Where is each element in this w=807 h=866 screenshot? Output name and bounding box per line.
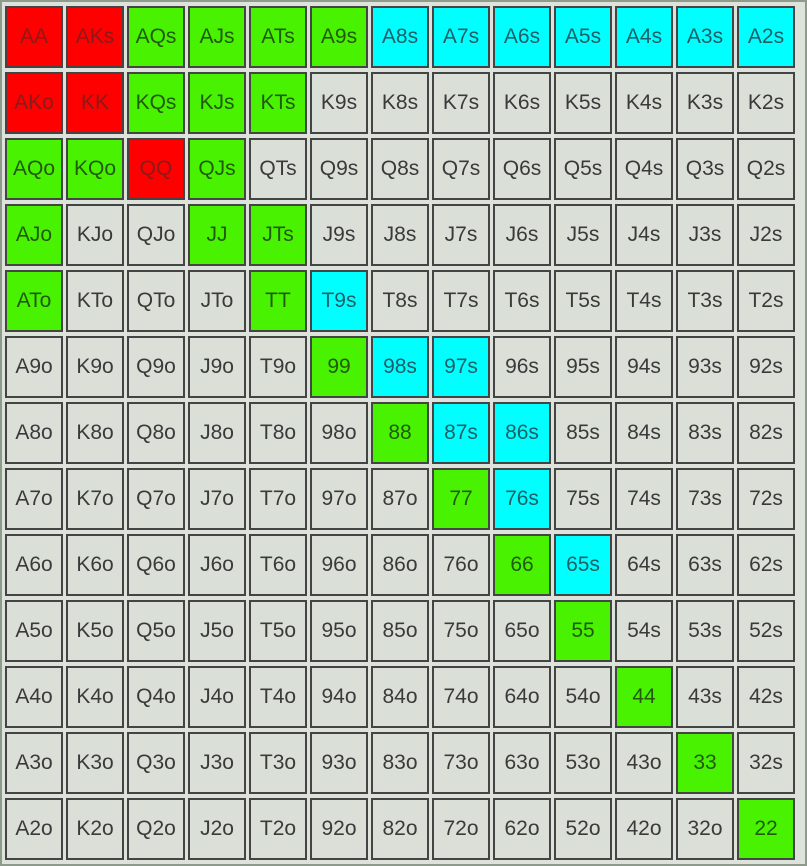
hand-cell[interactable]: Q5s xyxy=(554,138,612,200)
hand-cell[interactable]: Q8s xyxy=(371,138,429,200)
hand-cell[interactable]: JJ xyxy=(188,204,246,266)
hand-cell[interactable]: K7s xyxy=(432,72,490,134)
hand-cell[interactable]: 97s xyxy=(432,336,490,398)
hand-cell[interactable]: 44 xyxy=(615,666,673,728)
hand-cell[interactable]: 42s xyxy=(737,666,795,728)
hand-cell[interactable]: T4o xyxy=(249,666,307,728)
hand-cell[interactable]: A7s xyxy=(432,6,490,68)
hand-cell[interactable]: Q8o xyxy=(127,402,185,464)
hand-cell[interactable]: 42o xyxy=(615,798,673,860)
hand-cell[interactable]: AKs xyxy=(66,6,124,68)
hand-cell[interactable]: T8s xyxy=(371,270,429,332)
hand-grid xyxy=(5,6,795,860)
hand-cell[interactable]: A3o xyxy=(5,732,63,794)
hand-cell[interactable]: 98s xyxy=(371,336,429,398)
hand-cell[interactable]: A5o xyxy=(5,600,63,662)
hand-cell[interactable]: AQo xyxy=(5,138,63,200)
hand-cell[interactable]: 77 xyxy=(432,468,490,530)
hand-cell[interactable]: Q3o xyxy=(127,732,185,794)
hand-cell[interactable]: 85s xyxy=(554,402,612,464)
hand-cell[interactable]: 76s xyxy=(493,468,551,530)
hand-cell[interactable]: K4o xyxy=(66,666,124,728)
hand-cell[interactable]: JTo xyxy=(188,270,246,332)
hand-cell[interactable]: Q2s xyxy=(737,138,795,200)
hand-cell[interactable]: Q2o xyxy=(127,798,185,860)
hand-cell[interactable]: 92s xyxy=(737,336,795,398)
hand-cell[interactable]: 62s xyxy=(737,534,795,596)
hand-cell[interactable]: 32o xyxy=(676,798,734,860)
hand-cell[interactable]: 73o xyxy=(432,732,490,794)
hand-cell[interactable]: A2s xyxy=(737,6,795,68)
hand-cell[interactable]: KQo xyxy=(66,138,124,200)
hand-cell[interactable]: J2s xyxy=(737,204,795,266)
hand-cell[interactable]: 93o xyxy=(310,732,368,794)
hand-cell[interactable]: 87s xyxy=(432,402,490,464)
hand-cell[interactable]: Q7s xyxy=(432,138,490,200)
hand-cell[interactable]: QQ xyxy=(127,138,185,200)
hand-cell[interactable]: K9o xyxy=(66,336,124,398)
hand-cell[interactable]: T9o xyxy=(249,336,307,398)
hand-cell[interactable]: 84o xyxy=(371,666,429,728)
hand-cell[interactable]: 64o xyxy=(493,666,551,728)
hand-cell[interactable]: KK xyxy=(66,72,124,134)
hand-cell[interactable]: 97o xyxy=(310,468,368,530)
hand-cell[interactable]: A6s xyxy=(493,6,551,68)
hand-cell[interactable]: 63o xyxy=(493,732,551,794)
hand-cell[interactable]: KQs xyxy=(127,72,185,134)
hand-cell[interactable]: J9o xyxy=(188,336,246,398)
hand-cell[interactable]: A3s xyxy=(676,6,734,68)
hand-cell[interactable]: 55 xyxy=(554,600,612,662)
hand-cell[interactable]: 87o xyxy=(371,468,429,530)
hand-cell[interactable]: J6o xyxy=(188,534,246,596)
hand-cell[interactable]: 75o xyxy=(432,600,490,662)
hand-cell[interactable]: QTo xyxy=(127,270,185,332)
hand-cell[interactable]: K2o xyxy=(66,798,124,860)
hand-cell[interactable]: Q4o xyxy=(127,666,185,728)
hand-cell[interactable]: 95o xyxy=(310,600,368,662)
hand-cell[interactable]: KJs xyxy=(188,72,246,134)
hand-cell[interactable]: 63s xyxy=(676,534,734,596)
hand-cell[interactable]: J7s xyxy=(432,204,490,266)
hand-cell[interactable]: T2s xyxy=(737,270,795,332)
hand-cell[interactable]: 72o xyxy=(432,798,490,860)
hand-cell[interactable]: T7s xyxy=(432,270,490,332)
hand-cell[interactable]: A8s xyxy=(371,6,429,68)
hand-cell[interactable]: KTo xyxy=(66,270,124,332)
hand-cell[interactable]: ATo xyxy=(5,270,63,332)
hand-cell[interactable]: 82s xyxy=(737,402,795,464)
hand-cell[interactable]: Q9o xyxy=(127,336,185,398)
hand-cell[interactable]: J7o xyxy=(188,468,246,530)
hand-cell[interactable]: K6s xyxy=(493,72,551,134)
hand-cell[interactable]: K4s xyxy=(615,72,673,134)
hand-cell[interactable]: K5s xyxy=(554,72,612,134)
hand-cell[interactable]: 72s xyxy=(737,468,795,530)
hand-cell[interactable]: Q9s xyxy=(310,138,368,200)
hand-cell[interactable]: KTs xyxy=(249,72,307,134)
hand-cell[interactable]: 99 xyxy=(310,336,368,398)
hand-cell[interactable]: J3o xyxy=(188,732,246,794)
hand-cell[interactable]: 92o xyxy=(310,798,368,860)
hand-cell[interactable]: AKo xyxy=(5,72,63,134)
hand-cell[interactable]: 76o xyxy=(432,534,490,596)
hand-cell[interactable]: T9s xyxy=(310,270,368,332)
hand-cell[interactable]: Q7o xyxy=(127,468,185,530)
hand-cell[interactable]: K5o xyxy=(66,600,124,662)
hand-cell[interactable]: 83o xyxy=(371,732,429,794)
hand-cell[interactable]: T8o xyxy=(249,402,307,464)
hand-cell[interactable]: AQs xyxy=(127,6,185,68)
hand-cell[interactable]: Q6o xyxy=(127,534,185,596)
hand-cell[interactable]: K8o xyxy=(66,402,124,464)
hand-cell[interactable]: KJo xyxy=(66,204,124,266)
hand-cell[interactable]: 64s xyxy=(615,534,673,596)
hand-cell[interactable]: 54o xyxy=(554,666,612,728)
hand-cell[interactable]: K9s xyxy=(310,72,368,134)
hand-cell[interactable]: 54s xyxy=(615,600,673,662)
hand-cell[interactable]: 43s xyxy=(676,666,734,728)
hand-cell[interactable]: J6s xyxy=(493,204,551,266)
hand-cell[interactable]: 86s xyxy=(493,402,551,464)
hand-cell[interactable]: 62o xyxy=(493,798,551,860)
hand-cell[interactable]: AJs xyxy=(188,6,246,68)
hand-cell[interactable]: T5o xyxy=(249,600,307,662)
hand-cell[interactable]: JTs xyxy=(249,204,307,266)
hand-cell[interactable]: 86o xyxy=(371,534,429,596)
hand-cell[interactable]: AJo xyxy=(5,204,63,266)
hand-cell[interactable]: J9s xyxy=(310,204,368,266)
hand-cell[interactable]: 75s xyxy=(554,468,612,530)
hand-cell[interactable]: 95s xyxy=(554,336,612,398)
hand-cell[interactable]: QTs xyxy=(249,138,307,200)
hand-cell[interactable]: AA xyxy=(5,6,63,68)
hand-cell[interactable]: 88 xyxy=(371,402,429,464)
hand-cell[interactable]: 85o xyxy=(371,600,429,662)
hand-cell[interactable]: 65o xyxy=(493,600,551,662)
hand-cell[interactable]: A8o xyxy=(5,402,63,464)
hand-cell[interactable]: K3o xyxy=(66,732,124,794)
hand-cell[interactable]: J4s xyxy=(615,204,673,266)
hand-cell[interactable]: 94o xyxy=(310,666,368,728)
hand-cell[interactable]: J8s xyxy=(371,204,429,266)
hand-cell[interactable]: 65s xyxy=(554,534,612,596)
hand-cell[interactable]: A9s xyxy=(310,6,368,68)
hand-cell[interactable]: 33 xyxy=(676,732,734,794)
hand-cell[interactable]: A4o xyxy=(5,666,63,728)
hand-cell[interactable]: 73s xyxy=(676,468,734,530)
hand-cell[interactable]: K7o xyxy=(66,468,124,530)
hand-cell[interactable]: 52s xyxy=(737,600,795,662)
hand-cell[interactable]: T3o xyxy=(249,732,307,794)
hand-cell[interactable]: J8o xyxy=(188,402,246,464)
hand-cell[interactable]: 94s xyxy=(615,336,673,398)
hand-cell[interactable]: 32s xyxy=(737,732,795,794)
hand-cell[interactable]: K6o xyxy=(66,534,124,596)
hand-cell[interactable]: T6o xyxy=(249,534,307,596)
hand-cell[interactable]: A6o xyxy=(5,534,63,596)
hand-cell[interactable]: 22 xyxy=(737,798,795,860)
hand-cell[interactable]: J3s xyxy=(676,204,734,266)
hand-cell[interactable]: J5o xyxy=(188,600,246,662)
hand-cell[interactable]: A4s xyxy=(615,6,673,68)
hand-cell[interactable]: A5s xyxy=(554,6,612,68)
hand-cell[interactable]: Q6s xyxy=(493,138,551,200)
hand-cell[interactable]: 84s xyxy=(615,402,673,464)
hand-cell[interactable]: T3s xyxy=(676,270,734,332)
hand-cell[interactable]: K2s xyxy=(737,72,795,134)
hand-cell[interactable]: ATs xyxy=(249,6,307,68)
hand-cell[interactable]: T5s xyxy=(554,270,612,332)
hand-cell[interactable]: Q3s xyxy=(676,138,734,200)
hand-cell[interactable]: T4s xyxy=(615,270,673,332)
hand-cell[interactable]: 96o xyxy=(310,534,368,596)
hand-cell[interactable]: 52o xyxy=(554,798,612,860)
hand-cell[interactable]: 53s xyxy=(676,600,734,662)
hand-cell[interactable]: 66 xyxy=(493,534,551,596)
hand-cell[interactable]: T7o xyxy=(249,468,307,530)
hand-cell[interactable]: A7o xyxy=(5,468,63,530)
hand-cell[interactable]: Q4s xyxy=(615,138,673,200)
hand-cell[interactable]: A2o xyxy=(5,798,63,860)
hand-cell[interactable]: Q5o xyxy=(127,600,185,662)
hand-cell[interactable]: 93s xyxy=(676,336,734,398)
hand-cell[interactable]: J5s xyxy=(554,204,612,266)
hand-cell[interactable]: 43o xyxy=(615,732,673,794)
hand-cell[interactable]: 98o xyxy=(310,402,368,464)
hand-cell[interactable]: T2o xyxy=(249,798,307,860)
hand-cell[interactable]: K8s xyxy=(371,72,429,134)
hand-cell[interactable]: 83s xyxy=(676,402,734,464)
hand-cell[interactable]: QJs xyxy=(188,138,246,200)
hand-cell[interactable]: 96s xyxy=(493,336,551,398)
hand-cell[interactable]: 82o xyxy=(371,798,429,860)
hand-cell[interactable]: J4o xyxy=(188,666,246,728)
hand-cell[interactable]: J2o xyxy=(188,798,246,860)
hand-cell[interactable]: 74o xyxy=(432,666,490,728)
hand-cell[interactable]: 74s xyxy=(615,468,673,530)
hand-cell[interactable]: A9o xyxy=(5,336,63,398)
hand-cell[interactable]: 53o xyxy=(554,732,612,794)
hand-cell[interactable]: TT xyxy=(249,270,307,332)
hand-cell[interactable]: K3s xyxy=(676,72,734,134)
hand-cell[interactable]: QJo xyxy=(127,204,185,266)
hand-cell[interactable]: T6s xyxy=(493,270,551,332)
